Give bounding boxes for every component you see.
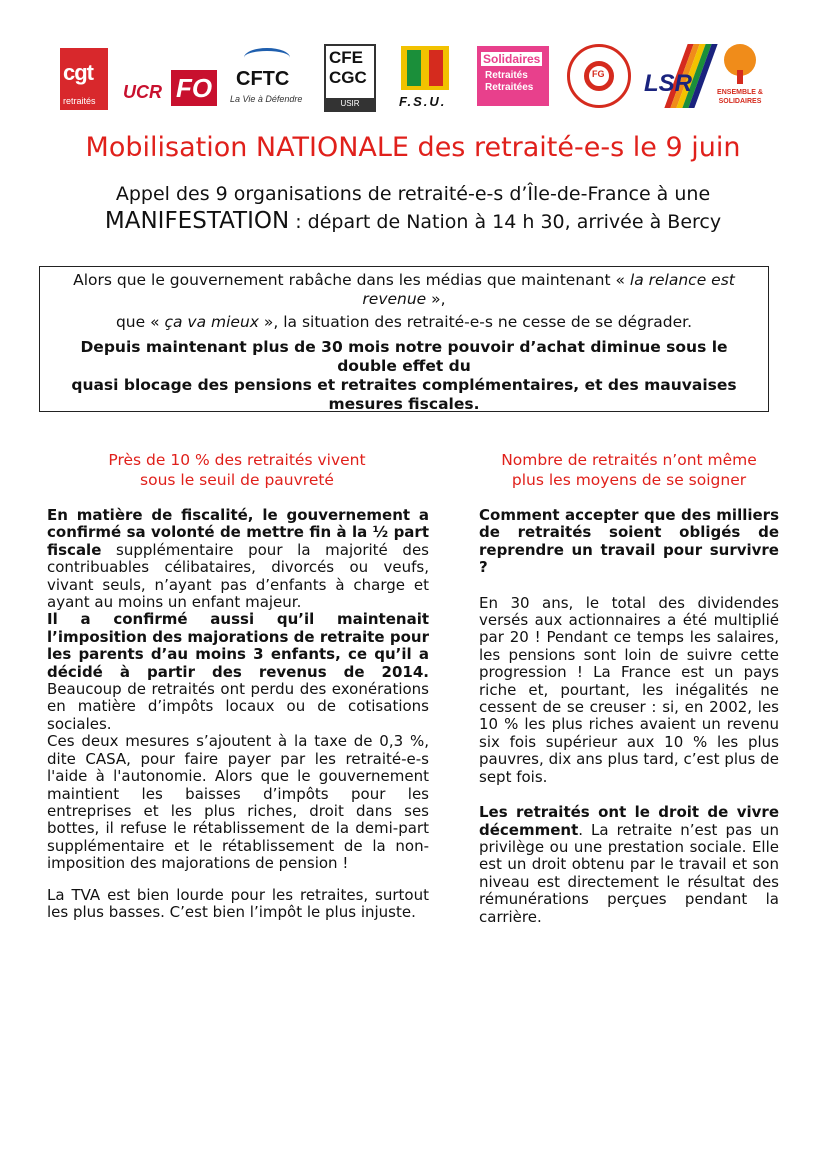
right-paragraph-2: En 30 ans, le total des dividendes versés aux actionnaires a été multiplié par 20 ! Pendant ce temps les salaires, les pensions sont loin de suivre cette progression ! La France est un pays riche et, pourtant, les inégalités ne cessent de se creuser : si, en 2002, les 10 % les plus riches avaient un revenu six fois supérieur aux 10 % les plus pauvres, dix ans plus tard, c’est plus de sept fois.: [479, 593, 779, 786]
solidaires-logo: [477, 46, 549, 106]
intro-italic-text: la relance est revenue: [362, 271, 735, 308]
right-column-body: [479, 507, 779, 926]
left-paragraph-2: [47, 611, 429, 733]
intro-paragraph-2: [48, 313, 760, 332]
cfe-cgc-logo: [324, 44, 376, 112]
heading-line: sous le seuil de pauvreté: [140, 471, 334, 489]
ucr-fo-logo: [123, 70, 219, 110]
bird-icon: [244, 48, 290, 67]
heading-line: Près de 10 % des retraités vivent: [108, 451, 366, 469]
fsu-logo-text: F.S.U.: [399, 94, 447, 109]
cftc-logo: [226, 48, 312, 110]
fsu-u-icon: [401, 46, 449, 90]
intro-text: », la situation des retraité-e-s ne cesse de se dégrader.: [258, 313, 693, 331]
usir-logo-text: USIR: [326, 98, 374, 110]
fgr-logo-text: FG: [592, 69, 605, 79]
body-text: . La retraite n’est pas un privilège ou une prestation sociale. Elle est un droit obtenu par le travail et son niveau est directement le résultat des rémunérations perçues pendant la carrière.: [479, 820, 779, 926]
intro-bold-2: quasi blocage des pensions et retraites complémentaires, et des mauvaises mesures fiscales.: [71, 376, 737, 413]
ucr-logo-text: UCR: [123, 82, 162, 102]
right-column-heading: [471, 450, 787, 498]
cftc-logo-tagline: La Vie à Défendre: [230, 94, 303, 104]
fo-logo-text: FO: [171, 70, 217, 106]
intro-box: [39, 266, 769, 412]
left-paragraph-1: [47, 507, 429, 611]
subtitle-line-1: Appel des 9 organisations de retraité-e-s d’Île-de-France à une: [115, 183, 711, 205]
logo-bar: [0, 40, 826, 112]
page-title: Mobilisation NATIONALE des retraité-e-s le 9 juin: [85, 132, 741, 163]
heading-line: Nombre de retraités n’ont même: [501, 451, 757, 469]
body-text: Beaucoup de retraités ont perdu des exonérations en matière d’impôts locaux ou de cotisations sociales.: [47, 680, 429, 733]
intro-italic-text: ça va mieux: [164, 313, 259, 331]
fsu-logo: [397, 46, 455, 110]
intro-text: que «: [115, 313, 165, 331]
right-paragraph-3: [479, 804, 779, 926]
ensemble-logo-text: ENSEMBLE & SOLIDAIRES: [717, 89, 763, 105]
cftc-logo-text: CFTC: [236, 68, 290, 90]
ensemble-solidaires-logo: [716, 44, 764, 108]
intro-text: Alors que le gouvernement rabâche dans les médias que maintenant «: [73, 271, 630, 289]
left-column: [47, 450, 429, 921]
intro-bold-1: Depuis maintenant plus de 30 mois notre pouvoir d’achat diminue sous le double effet du: [80, 338, 728, 375]
page-subtitle: [60, 181, 766, 236]
bold-text: Il a confirmé aussi qu’il maintenait l’imposition des majorations de retraite pour les parents d’au moins 3 enfants, ce qu’il a décidé à partir des revenus de 2014.: [47, 610, 429, 681]
bold-text: Les retraités ont le droit de vivre décemment: [479, 803, 779, 839]
cgc-logo-text: CGC: [329, 68, 367, 87]
intro-text: »,: [426, 290, 446, 308]
cgt-logo-text: cgt: [63, 60, 93, 85]
bold-text: En matière de fiscalité, le gouvernement a confirmé sa volonté de mettre fin à la ½ part fiscale: [47, 506, 429, 559]
cgt-logo: [60, 48, 108, 110]
lsr-logo-text: LSR: [644, 70, 692, 97]
left-paragraph-3: Ces deux mesures s’ajoutent à la taxe de 0,3 %, dite CASA, pour faire payer par les retraité-e-s l'aide à l'autonomie. Alors que le gouvernement maintient les baisses d’impôts pour les entreprises et les plus riches, droit dans ses bottes, il refuse le rétablissement de la demi-part supplémentaire et le rétablissement de la non-imposition des majorations de pension !: [47, 732, 429, 873]
solidaires-logo-sub: Retraités Retraitées: [485, 70, 534, 93]
heading-line: plus les moyens de se soigner: [511, 471, 747, 489]
cgt-logo-sub: retraités: [63, 96, 96, 106]
fgr-fp-logo: [567, 44, 631, 108]
body-text: supplémentaire pour la majorité des contribuables célibataires, divorcés ou veufs, vivant seuls, n’ayant pas d’enfants à charge et ayant au moins un enfant majeur.: [47, 540, 429, 612]
subtitle-line-2-rest: : départ de Nation à 14 h 30, arrivée à Bercy: [289, 211, 722, 233]
left-paragraph-4: La TVA est bien lourde pour les retraites, surtout les plus basses. C’est bien l’impôt le plus injuste.: [47, 885, 429, 921]
right-column: [479, 450, 779, 926]
intro-paragraph-1: [48, 271, 760, 309]
cfe-logo-text: CFE: [329, 48, 363, 67]
right-paragraph-1: Comment accepter que des milliers de retraités soient obligés de reprendre un travail pour survivre ?: [479, 506, 779, 577]
solidaires-logo-text: Solidaires: [483, 52, 541, 66]
left-column-heading: [57, 450, 417, 498]
manifestation-word: MANIFESTATION: [104, 208, 290, 234]
lsr-logo: [640, 44, 704, 108]
subtitle-line-2: [60, 208, 766, 236]
left-column-body: [47, 507, 429, 921]
